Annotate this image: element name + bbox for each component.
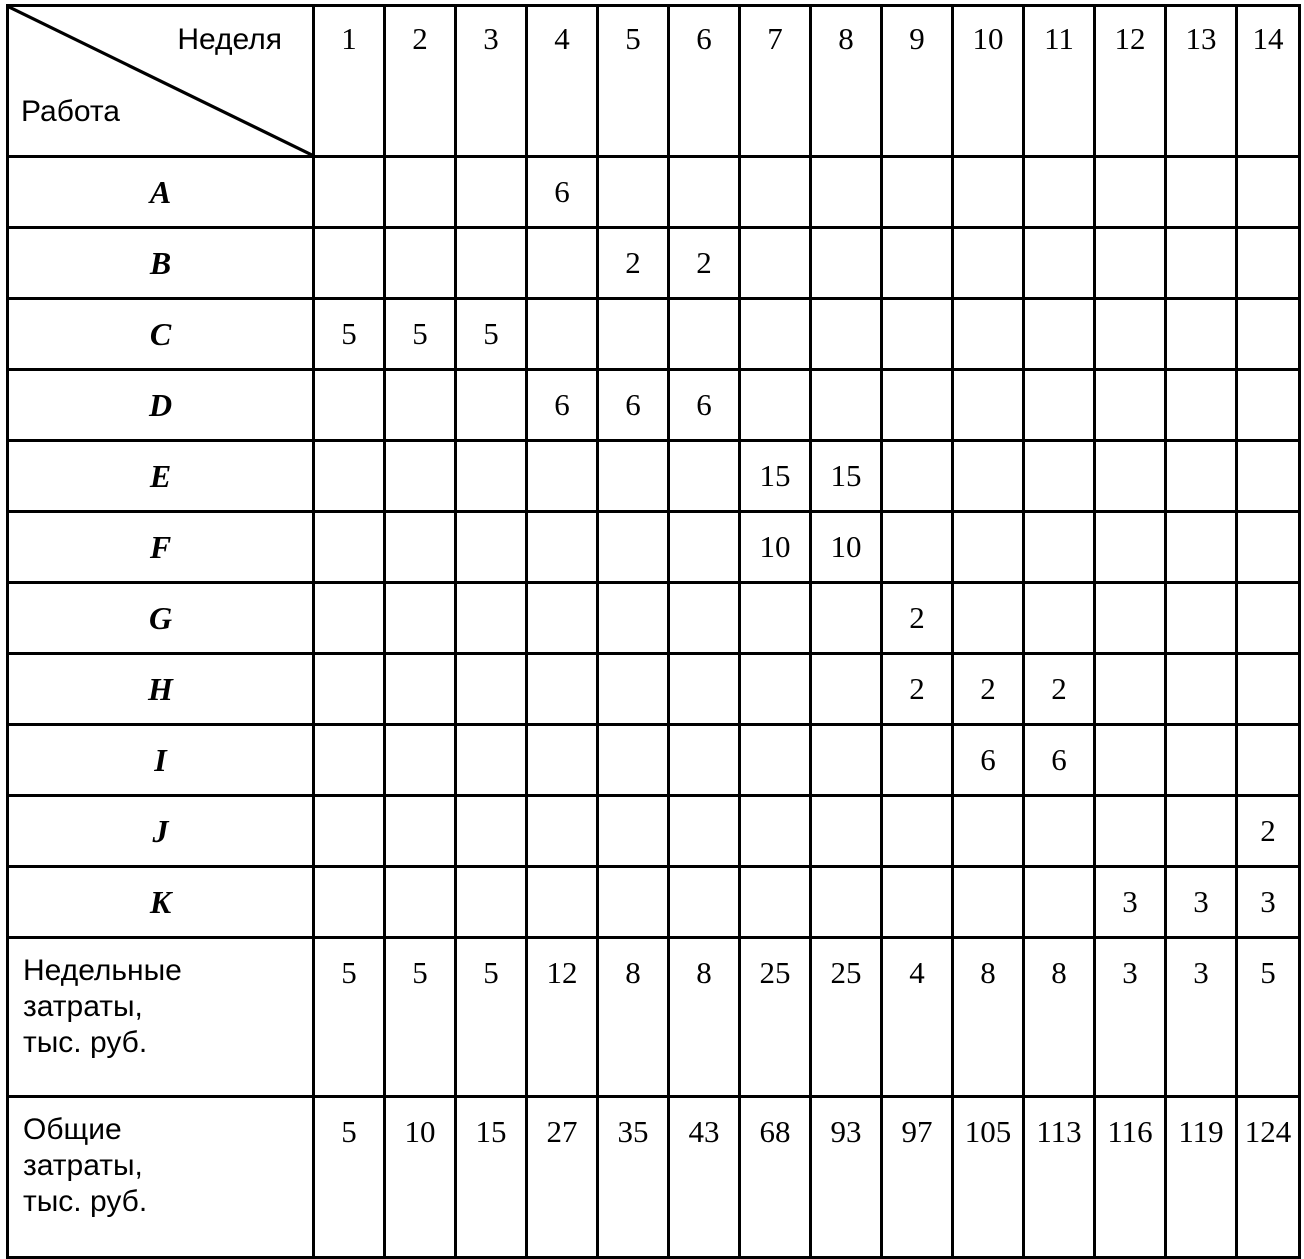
cost-cell [882, 512, 953, 583]
cost-cell [1166, 299, 1237, 370]
cost-cell [598, 654, 669, 725]
cost-cell [385, 228, 456, 299]
week-number-6: 6 [669, 6, 740, 157]
cost-cell: 2 [882, 583, 953, 654]
cost-cell: 6 [1024, 725, 1095, 796]
table-row [8, 654, 1300, 725]
table-row [8, 228, 1300, 299]
cost-cell [740, 796, 811, 867]
cost-cell: 3 [1237, 867, 1300, 938]
cost-cell [811, 725, 882, 796]
cost-cell [1166, 512, 1237, 583]
total-costs-row-value: 119 [1166, 1097, 1237, 1258]
total-costs-row-value: 124 [1237, 1097, 1300, 1258]
total-costs-row-value: 68 [740, 1097, 811, 1258]
week-number-8: 8 [811, 6, 882, 157]
total-costs-row-label-line: тыс. руб. [23, 1185, 148, 1218]
cost-cell [669, 583, 740, 654]
cost-cell [456, 512, 527, 583]
week-number-13: 13 [1166, 6, 1237, 157]
cost-cell [385, 157, 456, 228]
cost-cell [1024, 157, 1095, 228]
cost-cell [598, 299, 669, 370]
work-name-cell: I [8, 725, 314, 796]
cost-cell [882, 299, 953, 370]
cost-cell [882, 228, 953, 299]
cost-cell [669, 796, 740, 867]
total-costs-row-value: 93 [811, 1097, 882, 1258]
cost-cell [1237, 512, 1300, 583]
week-number-4: 4 [527, 6, 598, 157]
cost-cell [456, 725, 527, 796]
cost-cell [1166, 796, 1237, 867]
cost-cell [527, 583, 598, 654]
week-number-14: 14 [1237, 6, 1300, 157]
cost-cell [527, 299, 598, 370]
cost-cell: 2 [953, 654, 1024, 725]
cost-cell [314, 867, 385, 938]
week-number-9: 9 [882, 6, 953, 157]
cost-cell [882, 725, 953, 796]
weekly-costs-row-value: 8 [669, 938, 740, 1097]
weekly-costs-row-value: 8 [1024, 938, 1095, 1097]
cost-cell [740, 583, 811, 654]
table-row [8, 157, 1300, 228]
work-name-cell: E [8, 441, 314, 512]
cost-cell [740, 654, 811, 725]
cost-cell [669, 441, 740, 512]
cost-cell: 6 [598, 370, 669, 441]
cost-cell [314, 228, 385, 299]
table-row [8, 796, 1300, 867]
total-costs-row-value: 35 [598, 1097, 669, 1258]
total-costs-row-value: 10 [385, 1097, 456, 1258]
cost-cell [314, 157, 385, 228]
cost-cell [669, 299, 740, 370]
week-number-3: 3 [456, 6, 527, 157]
cost-cell [669, 725, 740, 796]
work-name-cell: D [8, 370, 314, 441]
weekly-costs-row-value: 3 [1166, 938, 1237, 1097]
cost-cell: 2 [882, 654, 953, 725]
cost-cell [314, 654, 385, 725]
week-number-12: 12 [1095, 6, 1166, 157]
cost-cell [882, 157, 953, 228]
total-costs-row-label-line: Общие [23, 1113, 122, 1146]
work-name-cell: A [8, 157, 314, 228]
cost-cell [811, 299, 882, 370]
cost-cell [811, 583, 882, 654]
total-costs-row-label-line: затраты, [23, 1149, 143, 1182]
cost-cell: 2 [1237, 796, 1300, 867]
weekly-costs-row-value: 5 [1237, 938, 1300, 1097]
cost-cell [953, 228, 1024, 299]
cost-cell [882, 867, 953, 938]
cost-cell [740, 725, 811, 796]
cost-cell [456, 796, 527, 867]
cost-cell [385, 512, 456, 583]
cost-cell [314, 370, 385, 441]
cost-cell [1095, 157, 1166, 228]
cost-cell [953, 796, 1024, 867]
cost-cell [527, 725, 598, 796]
cost-cell [527, 796, 598, 867]
work-name-cell: G [8, 583, 314, 654]
cost-cell [1095, 796, 1166, 867]
cost-cell [1095, 654, 1166, 725]
cost-cell [527, 512, 598, 583]
cost-cell [740, 228, 811, 299]
cost-cell [1166, 654, 1237, 725]
total-costs-row-value: 97 [882, 1097, 953, 1258]
cost-cell [1237, 654, 1300, 725]
cost-cell [598, 512, 669, 583]
work-name-cell: H [8, 654, 314, 725]
cost-cell [1166, 725, 1237, 796]
table-row [8, 725, 1300, 796]
cost-cell [385, 654, 456, 725]
cost-cell [811, 867, 882, 938]
cost-cell: 3 [1095, 867, 1166, 938]
cost-cell: 6 [953, 725, 1024, 796]
work-name-cell: F [8, 512, 314, 583]
cost-cell [1095, 583, 1166, 654]
weekly-costs-row-value: 8 [598, 938, 669, 1097]
cost-cell [385, 370, 456, 441]
cost-cell [1024, 299, 1095, 370]
cost-cell [456, 654, 527, 725]
cost-cell: 3 [1166, 867, 1237, 938]
weekly-costs-row-value: 12 [527, 938, 598, 1097]
week-number-7: 7 [740, 6, 811, 157]
cost-cell [456, 867, 527, 938]
cost-cell [385, 796, 456, 867]
cost-cell: 2 [1024, 654, 1095, 725]
week-number-5: 5 [598, 6, 669, 157]
weekly-costs-row-value: 8 [953, 938, 1024, 1097]
work-name-cell: J [8, 796, 314, 867]
cost-cell [1024, 796, 1095, 867]
cost-cell [598, 796, 669, 867]
total-costs-row-value: 113 [1024, 1097, 1095, 1258]
cost-cell [1095, 441, 1166, 512]
cost-cell [953, 583, 1024, 654]
cost-table-container [6, 4, 1301, 1259]
total-costs-row-value: 116 [1095, 1097, 1166, 1258]
cost-cell [1024, 867, 1095, 938]
cost-cell: 2 [598, 228, 669, 299]
cost-cell [1024, 583, 1095, 654]
cost-cell [882, 796, 953, 867]
cost-cell [598, 725, 669, 796]
cost-cell [953, 867, 1024, 938]
cost-cell [669, 867, 740, 938]
cost-cell [882, 441, 953, 512]
cost-cell [1166, 228, 1237, 299]
cost-cell [456, 441, 527, 512]
cost-cell [1237, 583, 1300, 654]
cost-cell [953, 157, 1024, 228]
cost-cell: 10 [740, 512, 811, 583]
table-row [8, 441, 1300, 512]
cost-table [6, 4, 1301, 1259]
weekly-costs-row-value: 4 [882, 938, 953, 1097]
weekly-costs-row-value: 5 [314, 938, 385, 1097]
cost-cell: 5 [385, 299, 456, 370]
cost-cell [314, 441, 385, 512]
week-number-1: 1 [314, 6, 385, 157]
week-number-10: 10 [953, 6, 1024, 157]
weekly-costs-row-label-line: тыс. руб. [23, 1026, 148, 1059]
cost-cell: 5 [456, 299, 527, 370]
cost-cell [456, 583, 527, 654]
cost-cell [598, 583, 669, 654]
cost-cell [1166, 441, 1237, 512]
cost-cell [314, 583, 385, 654]
work-name-cell: B [8, 228, 314, 299]
table-header-row [8, 6, 1300, 157]
cost-cell: 6 [527, 370, 598, 441]
cost-cell [385, 725, 456, 796]
cost-cell [527, 867, 598, 938]
cost-cell [527, 654, 598, 725]
cost-cell [669, 157, 740, 228]
cost-cell [740, 867, 811, 938]
cost-cell [1024, 228, 1095, 299]
work-header-label: Работа [21, 95, 120, 128]
total-costs-row-label [8, 1097, 314, 1258]
total-costs-row-value: 5 [314, 1097, 385, 1258]
weekly-costs-row-value: 25 [811, 938, 882, 1097]
cost-cell [811, 796, 882, 867]
cost-cell [1237, 370, 1300, 441]
cost-cell [385, 867, 456, 938]
cost-cell [1237, 441, 1300, 512]
table-row [8, 583, 1300, 654]
cost-cell [314, 796, 385, 867]
total-costs-row [8, 1097, 1300, 1258]
cost-cell [953, 370, 1024, 441]
cost-cell: 6 [669, 370, 740, 441]
cost-cell [953, 299, 1024, 370]
cost-cell [1024, 441, 1095, 512]
total-costs-row-value: 15 [456, 1097, 527, 1258]
weekly-costs-row-label-line: затраты, [23, 990, 143, 1023]
weekly-costs-row [8, 938, 1300, 1097]
cost-cell [669, 512, 740, 583]
cost-cell [882, 370, 953, 441]
table-row [8, 512, 1300, 583]
cost-cell [456, 228, 527, 299]
total-costs-row-value: 43 [669, 1097, 740, 1258]
work-name-cell: C [8, 299, 314, 370]
cost-cell [811, 157, 882, 228]
cost-cell: 2 [669, 228, 740, 299]
total-costs-row-value: 27 [527, 1097, 598, 1258]
cost-cell [456, 370, 527, 441]
cost-cell [811, 654, 882, 725]
cost-cell [1237, 157, 1300, 228]
cost-cell [1095, 228, 1166, 299]
cost-cell [953, 441, 1024, 512]
header-corner-cell [8, 6, 314, 157]
cost-cell [598, 867, 669, 938]
cost-cell [1024, 512, 1095, 583]
week-number-11: 11 [1024, 6, 1095, 157]
cost-cell [1095, 725, 1166, 796]
cost-cell [456, 157, 527, 228]
cost-cell [953, 512, 1024, 583]
weekly-costs-row-value: 3 [1095, 938, 1166, 1097]
table-row [8, 299, 1300, 370]
cost-cell [527, 441, 598, 512]
cost-cell [527, 228, 598, 299]
cost-cell [1237, 299, 1300, 370]
cost-cell [385, 441, 456, 512]
cost-cell: 6 [527, 157, 598, 228]
week-header-label: Неделя [177, 23, 282, 56]
cost-cell [811, 228, 882, 299]
weekly-costs-row-label [8, 938, 314, 1097]
cost-cell [314, 512, 385, 583]
cost-cell [669, 654, 740, 725]
cost-cell: 5 [314, 299, 385, 370]
table-row [8, 370, 1300, 441]
cost-cell [1166, 157, 1237, 228]
table-row [8, 867, 1300, 938]
total-costs-row-value: 105 [953, 1097, 1024, 1258]
cost-cell [385, 583, 456, 654]
cost-cell [1166, 370, 1237, 441]
cost-cell [740, 157, 811, 228]
cost-cell [740, 370, 811, 441]
cost-cell [1095, 299, 1166, 370]
week-number-2: 2 [385, 6, 456, 157]
cost-cell: 15 [740, 441, 811, 512]
cost-cell: 10 [811, 512, 882, 583]
cost-cell [598, 441, 669, 512]
cost-cell [1237, 228, 1300, 299]
cost-cell [1237, 725, 1300, 796]
cost-cell: 15 [811, 441, 882, 512]
weekly-costs-row-label-line: Недельные [23, 954, 182, 987]
weekly-costs-row-value: 5 [456, 938, 527, 1097]
work-name-cell: K [8, 867, 314, 938]
cost-cell [1024, 370, 1095, 441]
cost-cell [314, 725, 385, 796]
cost-cell [1166, 583, 1237, 654]
weekly-costs-row-value: 25 [740, 938, 811, 1097]
cost-cell [598, 157, 669, 228]
cost-cell [811, 370, 882, 441]
weekly-costs-row-value: 5 [385, 938, 456, 1097]
cost-cell [1095, 512, 1166, 583]
cost-cell [740, 299, 811, 370]
cost-cell [1095, 370, 1166, 441]
